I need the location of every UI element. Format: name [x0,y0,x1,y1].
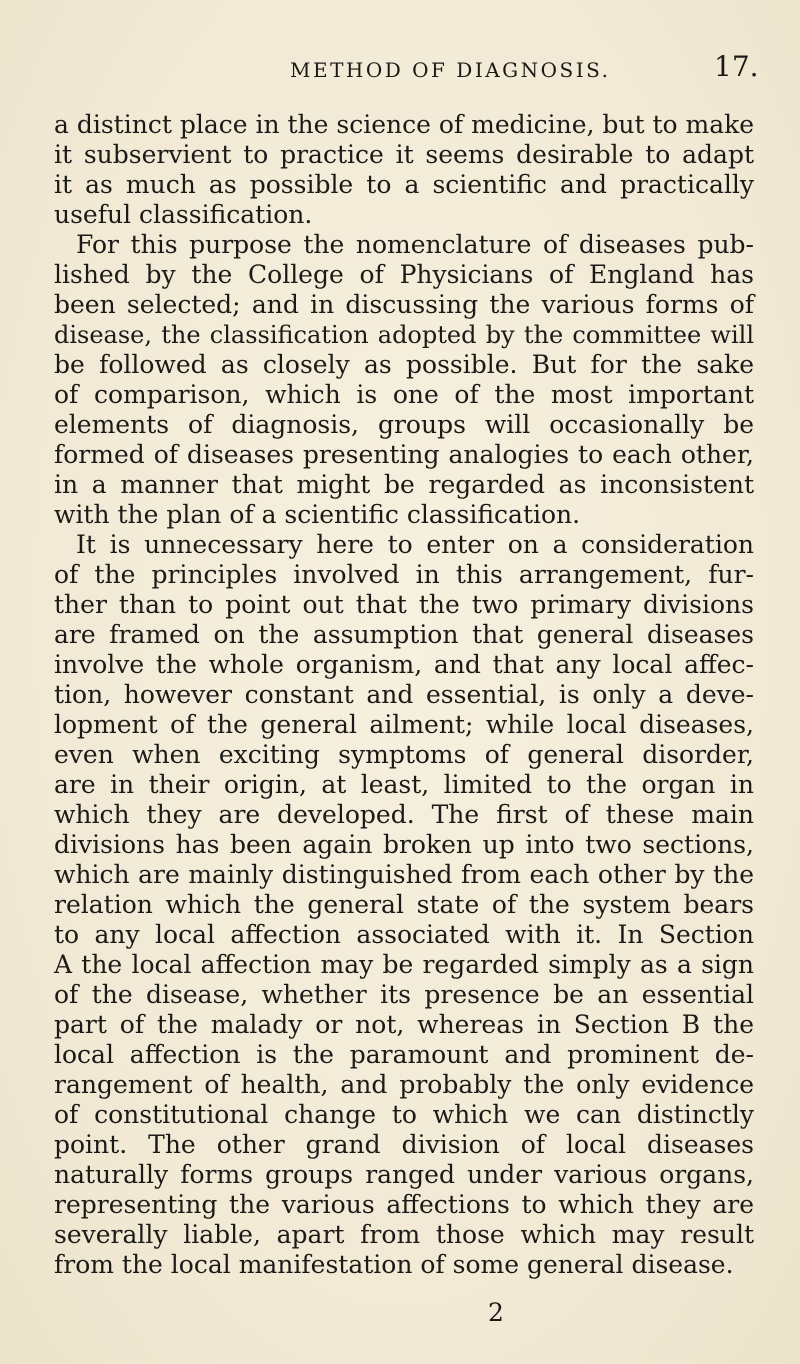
text-line: of the disease, whether its presence be an essential [54,980,754,1009]
text-line: of the principles involved in this arrangement, fur- [54,560,754,589]
text-line: with the plan of a scientific classification. [54,500,581,529]
text-line: which are mainly distinguished from each other by the [54,860,754,889]
text-line: It is unnecessary here to enter on a consideration [76,530,754,559]
text-line: a distinct place in the science of medicine, but to make [54,110,755,139]
text-line: it subservient to practice it seems desirable to adapt [54,140,754,169]
text-line: lished by the College of Physicians of England has [54,260,754,289]
text-line: even when exciting symptoms of general disorder, [54,740,754,769]
running-head [0,50,800,88]
text-line: of comparison, which is one of the most important [54,380,754,409]
text-line: tion, however constant and essential, is only a deve- [54,680,754,709]
text-line: ther than to point out that the two primary divisions [54,590,754,619]
text-line: relation which the general state of the system bears [54,890,754,919]
text-line: useful classification. [54,200,313,229]
body-text [54,110,754,1280]
text-line: been selected; and in discussing the various forms of [54,290,754,319]
running-title: METHOD OF DIAGNOSIS. [290,58,611,82]
text-line: from the local manifestation of some general disease. [54,1250,734,1279]
text-line: severally liable, apart from those which may result [54,1220,754,1249]
text-line: it as much as possible to a scientific and practically [54,170,754,199]
text-line: For this purpose the nomenclature of diseases pub- [76,230,754,259]
text-line: to any local affection associated with it. In Section [54,920,754,949]
text-line: naturally forms groups ranged under various organs, [54,1160,754,1189]
signature-mark: 2 [488,1298,504,1327]
text-line: local affection is the paramount and prominent de- [54,1040,754,1069]
text-line: be followed as closely as possible. But for the sake [54,350,754,379]
text-line: rangement of health, and probably the only evidence [54,1070,754,1099]
text-line: lopment of the general ailment; while local diseases, [54,710,754,739]
text-line: formed of diseases presenting analogies to each other, [54,440,754,469]
text-line: A the local affection may be regarded simply as a sign [54,950,754,979]
page-number: 17. [714,50,759,83]
text-line: in a manner that might be regarded as inconsistent [54,470,754,499]
text-line: are framed on the assumption that general diseases [54,620,754,649]
text-line: disease, the classification adopted by the committee will [54,321,754,349]
text-line: which they are developed. The first of these main [54,800,754,829]
text-line: divisions has been again broken up into two sections, [54,830,754,859]
text-line: are in their origin, at least, limited to the organ in [54,770,754,799]
text-line: elements of diagnosis, groups will occasionally be [54,410,754,439]
text-line: point. The other grand division of local diseases [54,1130,754,1159]
text-line: of constitutional change to which we can distinctly [54,1100,754,1129]
text-line: representing the various affections to which they are [54,1190,754,1219]
text-line: involve the whole organism, and that any local affec- [54,650,754,679]
text-line: part of the malady or not, whereas in Section B the [54,1010,754,1039]
